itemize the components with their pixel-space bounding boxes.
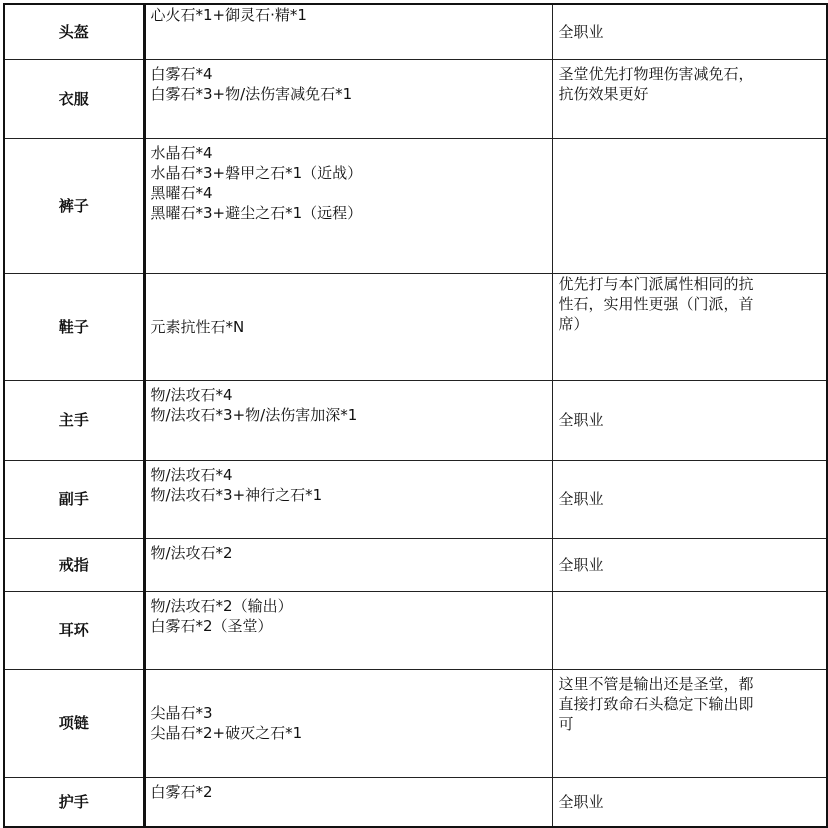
stone-line: 尖晶石*2+破灭之石*1 <box>150 724 303 742</box>
stone-line: 物/法攻石*2 <box>150 543 233 562</box>
part-cell: 裤子 <box>4 138 144 273</box>
stone-line: 物/法攻石*2（输出） <box>150 596 293 615</box>
note-line: 全职业 <box>558 411 604 429</box>
stone-line: 白雾石*2 <box>150 782 213 801</box>
table-row <box>4 669 827 777</box>
part-cell: 鞋子 <box>4 273 144 380</box>
part-cell: 头盔 <box>4 4 144 59</box>
stone-line: 白雾石*2（圣堂） <box>150 616 273 635</box>
stone-cell <box>144 777 552 827</box>
stone-cell <box>144 59 552 138</box>
table-row <box>4 538 827 591</box>
note-line: 可 <box>558 714 574 733</box>
note-cell <box>552 59 827 138</box>
stone-cell <box>144 591 552 669</box>
stone-line: 物/法攻石*3+神行之石*1 <box>150 485 323 504</box>
part-cell: 衣服 <box>4 59 144 138</box>
table-row <box>4 777 827 827</box>
part-cell: 副手 <box>4 460 144 538</box>
note-line: 性石，实用性更强（门派，首 <box>558 294 754 313</box>
stone-line: 尖晶石*3 <box>150 704 213 722</box>
stone-line: 白雾石*3+物/法伤害减免石*1 <box>150 84 353 103</box>
table-row <box>4 591 827 669</box>
note-cell <box>552 380 827 460</box>
note-cell <box>552 669 827 777</box>
stone-line: 元素抗性石*N <box>150 317 245 336</box>
table-row <box>4 138 827 273</box>
part-cell: 耳环 <box>4 591 144 669</box>
note-line: 圣堂优先打物理伤害减免石， <box>558 64 754 83</box>
note-line: 全职业 <box>558 22 604 41</box>
note-cell <box>552 4 827 59</box>
table-row <box>4 460 827 538</box>
stone-line: 白雾石*4 <box>150 64 213 83</box>
note-line: 全职业 <box>558 555 604 574</box>
note-cell <box>552 777 827 827</box>
note-cell <box>552 591 827 669</box>
note-cell <box>552 538 827 591</box>
stone-line: 心火石*1+御灵石·精*1 <box>150 6 307 24</box>
stone-cell <box>144 380 552 460</box>
stone-cell <box>144 273 552 380</box>
stone-line: 黑曜石*4 <box>150 183 213 202</box>
stone-line: 物/法攻石*3+物/法伤害加深*1 <box>150 405 358 424</box>
note-line: 优先打与本门派属性相同的抗 <box>558 274 754 293</box>
stone-cell <box>144 669 552 777</box>
stone-line: 物/法攻石*4 <box>150 465 233 484</box>
stone-line: 水晶石*4 <box>150 143 213 162</box>
table-row <box>4 4 827 59</box>
note-line: 全职业 <box>558 792 604 811</box>
note-line: 抗伤效果更好 <box>558 84 649 103</box>
stone-line: 黑曜石*3+避尘之石*1（远程） <box>150 203 363 222</box>
stone-line: 水晶石*3+磐甲之石*1（近战） <box>150 163 363 182</box>
stone-cell <box>144 460 552 538</box>
note-line: 这里不管是输出还是圣堂，都 <box>558 674 754 693</box>
part-cell: 戒指 <box>4 538 144 591</box>
note-cell <box>552 460 827 538</box>
stone-cell <box>144 4 552 59</box>
table-row <box>4 273 827 380</box>
note-cell <box>552 273 827 380</box>
note-line: 直接打致命石头稳定下输出即 <box>558 694 754 713</box>
note-line: 全职业 <box>558 490 604 508</box>
note-cell <box>552 138 827 273</box>
stone-cell <box>144 138 552 273</box>
table-row <box>4 59 827 138</box>
gem-table <box>3 3 828 828</box>
stone-cell <box>144 538 552 591</box>
part-cell: 项链 <box>4 669 144 777</box>
note-line: 席） <box>558 314 589 333</box>
stone-line: 物/法攻石*4 <box>150 385 233 404</box>
part-cell: 护手 <box>4 777 144 827</box>
part-cell: 主手 <box>4 380 144 460</box>
table-row <box>4 380 827 460</box>
